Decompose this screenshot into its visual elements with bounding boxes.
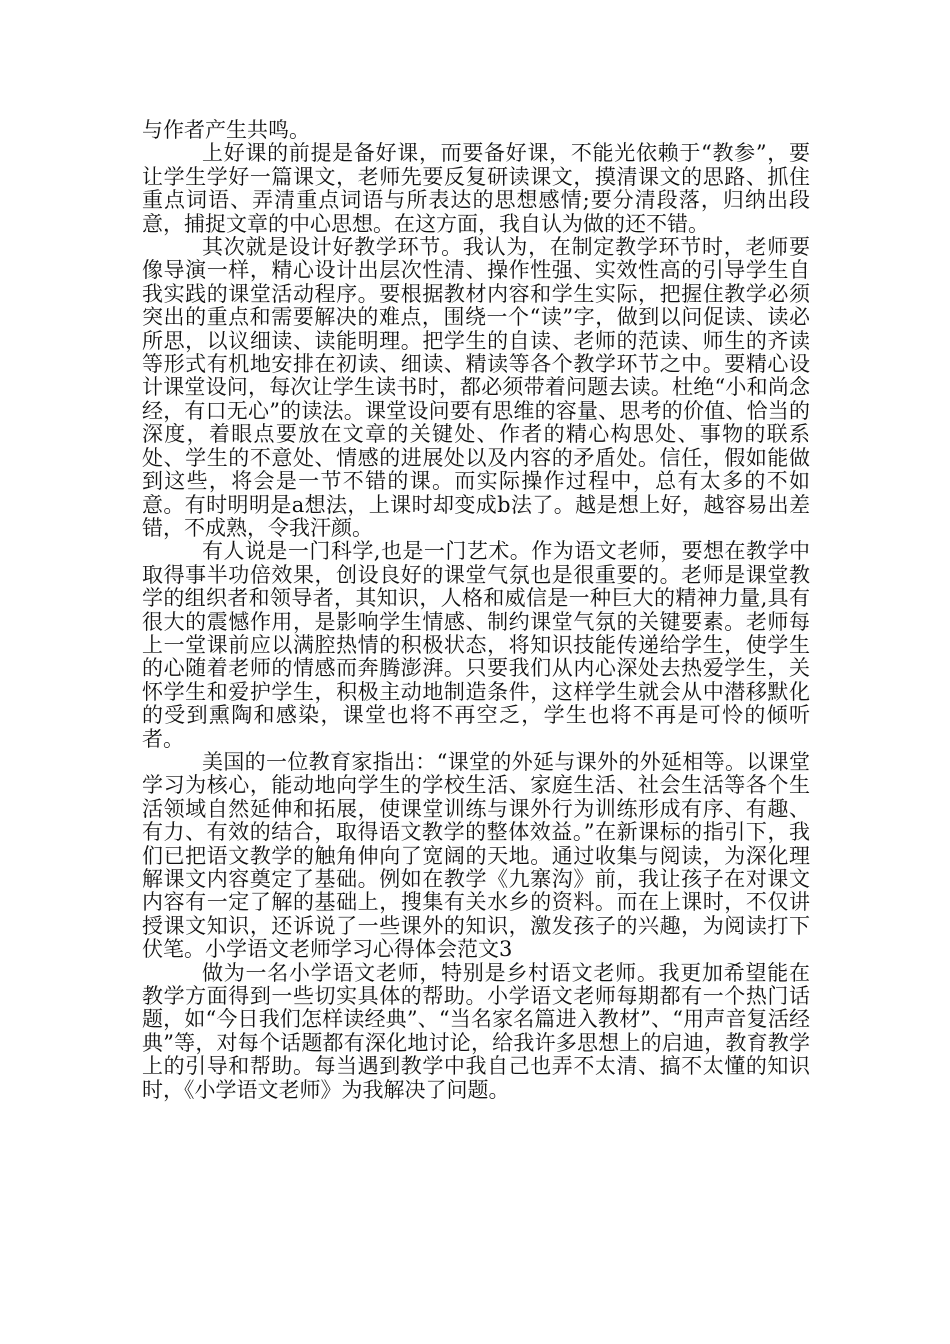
paragraph-2: 上好课的前提是备好课，而要备好课，不能光依赖于“教参”，要让学生学好一篇课文，老师先要反复研读课文，摸清课文的思路、抓住重点词语、弄清重点词语与所表达的思想感情;要分清段落，归纳出段意，捕捉文章的中心思想。在这方面，我自认为做的还不错。 [142, 141, 810, 236]
paragraph-3: 其次就是设计好教学环节。我认为，在制定教学环节时，老师要像导演一样，精心设计出层次性清、操作性强、实效性高的引导学生自我实践的课堂活动程序。要根据教材内容和学生实际，把握住教学必须突出的重点和需要解决的难点，围绕一个“读”字，做到以问促读、读必所思，以议细读、读能明理。把学生的自读、老师的范读、师生的齐读等形式有机地安排在初读、细读、精读等各个教学环节之中。要精心设计课堂设问，每次让学生读书时，都必须带着问题去读。杜绝“小和尚念经，有口无心”的读法。课堂设问要有思维的容量、思考的价值、恰当的深度，着眼点要放在文章的关键处、作者的精心构思处、事物的联系处、学生的不意处、情感的进展处以及内容的矛盾处。信任，假如能做到这些，将会是一节不错的课。而实际操作过程中，总有太多的不如意。有时明明是a想法，上课时却变成b法了。越是想上好，越容易出差错，不成熟，令我汗颜。 [142, 235, 810, 540]
paragraph-4: 有人说是一门科学,也是一门艺术。作为语文老师，要想在教学中取得事半功倍效果，创设良好的课堂气氛也是很重要的。老师是课堂教学的组织者和领导者，其知识，人格和威信是一种巨大的精神力量,具有很大的震憾作用，是影响学生情感、制约课堂气氛的关键要素。老师每上一堂课前应以满腔热情的积极状态，将知识技能传递给学生，使学生的心随着老师的情感而奔腾澎湃。只要我们从内心深处去热爱学生，关怀学生和爱护学生，积极主动地制造条件，这样学生就会从中潜移默化的受到熏陶和感染，课堂也将不再空乏，学生也将不再是可怜的倾听者。 [142, 539, 810, 751]
paragraph-5: 美国的一位教育家指出：“课堂的外延与课外的外延相等。以课堂学习为核心，能动地向学生的学校生活、家庭生活、社会生活等各个生活领域自然延伸和拓展，使课堂训练与课外行为训练形成有序、有趣、有力、有效的结合，取得语文教学的整体效益。”在新课标的指引下，我们已把语文教学的触角伸向了宽阔的天地。通过收集与阅读，为深化理解课文内容奠定了基础。例如在教学《九寨沟》前，我让孩子在对课文内容有一定了解的基础上，搜集有关水乡的资料。而在上课时，不仅讲授课文知识，还诉说了一些课外的知识，激发孩子的兴趣，为阅读打下伏笔。小学语文老师学习心得体会范文3 [142, 749, 810, 962]
paragraph-6: 做为一名小学语文老师，特别是乡村语文老师。我更加希望能在教学方面得到一些切实具体的帮助。小学语文老师每期都有一个热门话题，如“今日我们怎样读经典”、“当名家名篇进入教材”、“用声音复活经典”等，对每个话题都有深化地讨论，给我许多思想上的启迪，教育教学上的引导和帮助。每当遇到教学中我自己也弄不太清、搞不太懂的知识时，《小学语文老师》为我解决了问题。 [142, 960, 810, 1102]
paragraph-1: 与作者产生共鸣。 [142, 118, 310, 142]
document-body [142, 119, 810, 1102]
